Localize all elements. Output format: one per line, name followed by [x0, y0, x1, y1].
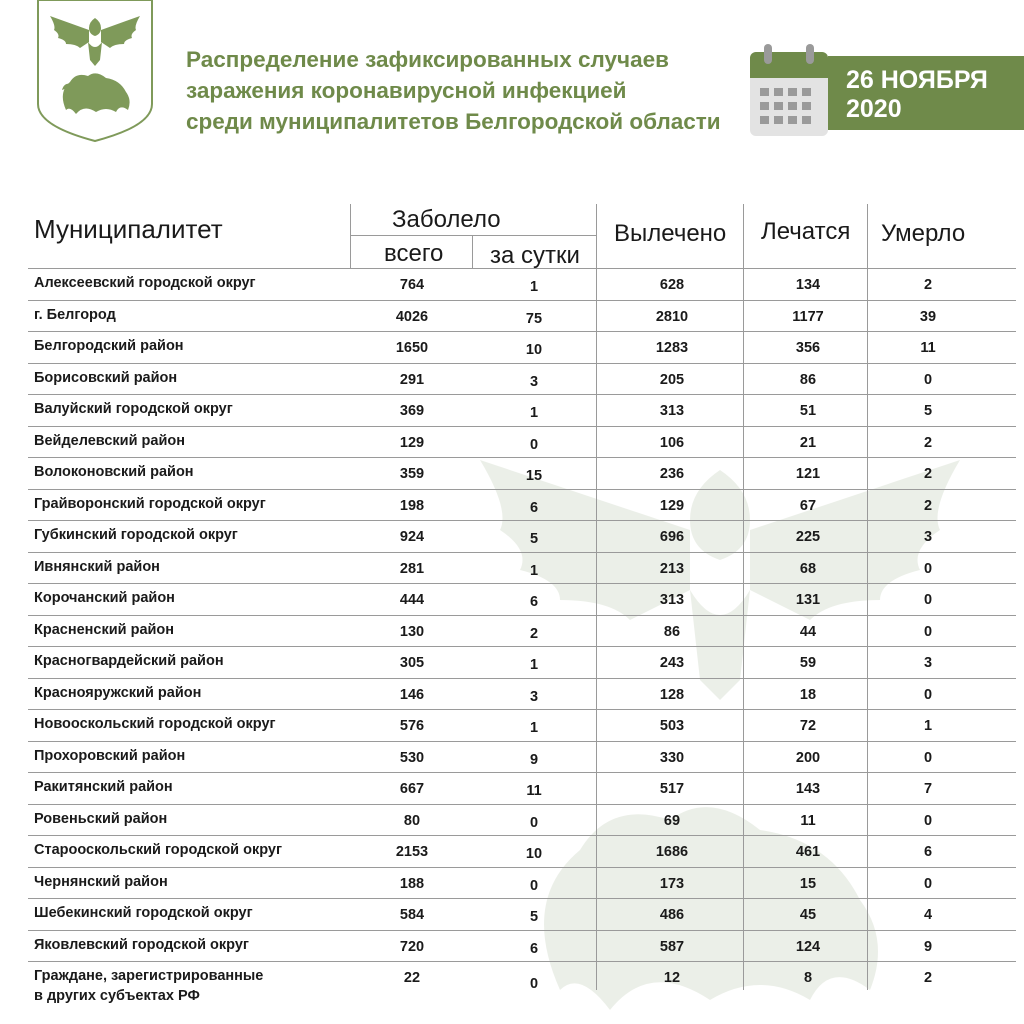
- row-name: Ровеньский район: [34, 810, 168, 827]
- cell-died: 1: [923, 718, 933, 734]
- row-name: Волоконовский район: [34, 464, 194, 480]
- cell-died: 2: [923, 466, 933, 482]
- cell-total: 4026: [395, 308, 429, 325]
- table-row: [28, 458, 1016, 490]
- cell-died: 0: [923, 812, 933, 829]
- cell-total: 129: [399, 434, 425, 451]
- table-row: [28, 710, 1016, 742]
- row-name: Ракитянский район: [34, 779, 173, 795]
- cell-day: 75: [525, 310, 543, 327]
- row-name: Чернянский район: [34, 873, 168, 890]
- table-row: [28, 773, 1016, 805]
- cell-total: 80: [403, 812, 421, 829]
- column-died: Умерло: [881, 220, 966, 247]
- table-row: [28, 332, 1016, 364]
- cell-treated: 134: [795, 277, 821, 293]
- cell-day: 1: [529, 405, 539, 421]
- table-row-other-regions: [28, 962, 1016, 1016]
- belgorod-crest-icon: [36, 0, 154, 142]
- cell-total: 130: [399, 623, 425, 640]
- cell-treated: 121: [795, 466, 821, 482]
- cell-day: 0: [529, 976, 539, 992]
- cell-treated: 59: [799, 655, 817, 671]
- calendar-icon: [746, 42, 832, 138]
- cell-died: 0: [923, 592, 933, 608]
- cell-total: 764: [399, 277, 425, 293]
- row-name: Шебекинский городской округ: [34, 905, 253, 921]
- row-name: Старооскольский городской округ: [34, 842, 283, 858]
- table-row: [28, 584, 1016, 616]
- cell-total: 22: [403, 970, 421, 986]
- cell-day: 1: [529, 657, 539, 673]
- cell-treated: 15: [799, 875, 817, 892]
- cell-day: 0: [529, 814, 539, 831]
- column-sick-total: всего: [384, 240, 444, 267]
- cell-recovered: 128: [659, 686, 685, 703]
- cell-day: 10: [525, 342, 543, 358]
- cell-day: 6: [529, 499, 539, 516]
- table-row: [28, 805, 1016, 837]
- table-row: [28, 836, 1016, 868]
- cell-recovered: 243: [659, 655, 685, 671]
- title-line: Распределение зафиксированных случаев: [186, 47, 669, 72]
- cell-treated: 143: [795, 781, 821, 797]
- cell-died: 2: [923, 277, 933, 293]
- cell-treated: 461: [795, 844, 821, 860]
- cell-recovered: 236: [659, 466, 685, 482]
- cell-day: 5: [529, 909, 539, 925]
- cell-day: 5: [529, 531, 539, 547]
- cell-treated: 67: [799, 497, 817, 514]
- row-name-line: в других субъектах РФ: [34, 988, 200, 1004]
- cell-died: 0: [923, 749, 933, 766]
- cell-total: 584: [399, 907, 425, 923]
- table-row: [28, 616, 1016, 648]
- cell-died: 0: [923, 875, 933, 892]
- row-name: Новооскольский городской округ: [34, 716, 276, 732]
- column-sick-group: Заболело: [392, 206, 501, 233]
- cell-total: 667: [399, 781, 425, 797]
- cell-day: 10: [525, 846, 543, 862]
- table-row: [28, 931, 1016, 963]
- cell-died: 4: [923, 907, 933, 923]
- cell-total: 444: [399, 592, 425, 608]
- cell-recovered: 330: [659, 749, 685, 766]
- cell-total: 359: [399, 466, 425, 482]
- table-row: [28, 395, 1016, 427]
- cell-day: 6: [529, 940, 539, 957]
- row-name: [34, 966, 263, 1006]
- cell-died: 3: [923, 529, 933, 545]
- row-name: Алексеевский городской округ: [34, 275, 256, 291]
- cell-treated: 86: [799, 371, 817, 388]
- cell-recovered: 696: [659, 529, 685, 545]
- table-row: [28, 490, 1016, 522]
- cell-recovered: 587: [659, 938, 685, 955]
- date-year: 2020: [846, 95, 902, 123]
- cell-recovered: 1283: [655, 340, 689, 356]
- cell-day: 2: [529, 625, 539, 642]
- cell-total: 2153: [395, 844, 429, 860]
- cell-died: 7: [923, 781, 933, 797]
- cell-recovered: 69: [663, 812, 681, 829]
- cell-day: 9: [529, 751, 539, 768]
- cell-day: 15: [525, 468, 543, 484]
- date-badge: [828, 56, 1024, 130]
- row-name: Краснояружский район: [34, 684, 202, 701]
- cell-died: 2: [923, 497, 933, 514]
- cases-table: [28, 204, 1016, 1016]
- cell-died: 6: [923, 844, 933, 860]
- cell-recovered: 106: [659, 434, 685, 451]
- row-name: Вейделевский район: [34, 432, 185, 449]
- cell-total: 924: [399, 529, 425, 545]
- cell-died: 5: [923, 403, 933, 419]
- table-row: [28, 553, 1016, 585]
- row-name: Корочанский район: [34, 590, 175, 606]
- cell-treated: 18: [799, 686, 817, 703]
- cell-day: 11: [526, 783, 542, 799]
- table-row: [28, 301, 1016, 333]
- column-sick-day: за сутки: [490, 242, 580, 269]
- cell-day: 0: [529, 877, 539, 894]
- row-name: Ивнянский район: [34, 558, 160, 575]
- table-row: [28, 364, 1016, 396]
- table-row: [28, 868, 1016, 900]
- cell-recovered: 503: [659, 718, 685, 734]
- row-name: Красногвардейский район: [34, 653, 224, 669]
- row-name: г. Белгород: [34, 306, 116, 323]
- table-row: [28, 742, 1016, 774]
- cell-recovered: 12: [663, 970, 681, 986]
- cell-total: 1650: [395, 340, 429, 356]
- cell-died: 3: [923, 655, 933, 671]
- row-name: Белгородский район: [34, 338, 184, 354]
- cell-day: 1: [529, 562, 539, 579]
- cell-day: 6: [529, 594, 539, 610]
- cell-treated: 356: [795, 340, 821, 356]
- cell-treated: 1177: [792, 308, 824, 325]
- cell-treated: 68: [799, 560, 817, 577]
- cell-recovered: 313: [659, 403, 685, 419]
- cell-recovered: 517: [659, 781, 685, 797]
- cell-treated: 8: [803, 970, 813, 986]
- cell-recovered: 628: [659, 277, 685, 293]
- row-name: Прохоровский район: [34, 747, 186, 764]
- column-treated: Лечатся: [761, 218, 851, 245]
- cell-recovered: 313: [659, 592, 685, 608]
- cell-died: 0: [923, 686, 933, 703]
- row-name: Валуйский городской округ: [34, 401, 233, 417]
- table-row: [28, 647, 1016, 679]
- row-name-line: Граждане, зарегистрированные: [34, 968, 264, 984]
- cell-treated: 131: [795, 592, 821, 608]
- cell-died: 11: [920, 340, 936, 356]
- row-name: Красненский район: [34, 621, 175, 638]
- table-header: [28, 204, 1016, 269]
- cell-total: 720: [399, 938, 425, 955]
- cell-died: 9: [923, 938, 933, 955]
- cell-day: 1: [529, 720, 539, 736]
- cell-treated: 11: [800, 812, 816, 829]
- cell-total: 146: [399, 686, 425, 703]
- cell-recovered: 2810: [655, 308, 689, 325]
- cell-treated: 124: [795, 938, 821, 955]
- cell-treated: 45: [799, 907, 817, 923]
- cell-total: 198: [399, 497, 425, 514]
- cell-total: 530: [399, 749, 425, 766]
- page-title: [186, 44, 746, 137]
- table-row: [28, 679, 1016, 711]
- cell-day: 0: [529, 436, 539, 453]
- table-row: [28, 899, 1016, 931]
- cell-total: 576: [399, 718, 425, 734]
- table-row: [28, 269, 1016, 301]
- cell-recovered: 213: [659, 560, 685, 577]
- cell-treated: 72: [799, 718, 817, 734]
- cell-total: 291: [399, 371, 425, 388]
- cell-day: 3: [529, 373, 539, 390]
- cell-treated: 21: [799, 434, 817, 451]
- title-line: среди муниципалитетов Белгородской области: [186, 109, 721, 134]
- cell-day: 1: [529, 279, 539, 295]
- column-municipality: Муниципалитет: [34, 214, 223, 244]
- cell-recovered: 205: [659, 371, 685, 388]
- cell-total: 305: [399, 655, 425, 671]
- cell-recovered: 486: [659, 907, 685, 923]
- cell-treated: 44: [799, 623, 817, 640]
- title-line: заражения коронавирусной инфекцией: [186, 78, 627, 103]
- cell-day: 3: [529, 688, 539, 705]
- cell-total: 188: [399, 875, 425, 892]
- row-name: Грайворонский городской округ: [34, 495, 266, 512]
- column-recovered: Вылечено: [614, 220, 727, 247]
- cell-died: 2: [923, 970, 933, 986]
- cell-died: 39: [919, 308, 937, 325]
- cell-recovered: 129: [659, 497, 685, 514]
- table-row: [28, 427, 1016, 459]
- cell-recovered: 173: [659, 875, 685, 892]
- cell-died: 0: [923, 560, 933, 577]
- cell-died: 0: [923, 371, 933, 388]
- cell-recovered: 1686: [655, 844, 689, 860]
- date-day-month: 26 НОЯБРЯ: [846, 66, 988, 94]
- row-name: Борисовский район: [34, 369, 178, 386]
- table-row: [28, 521, 1016, 553]
- cell-died: 2: [923, 434, 933, 451]
- row-name: Яковлевский городской округ: [34, 936, 249, 953]
- row-name: Губкинский городской округ: [34, 527, 238, 543]
- cell-treated: 51: [799, 403, 817, 419]
- cell-treated: 200: [795, 749, 821, 766]
- cell-treated: 225: [795, 529, 821, 545]
- cell-total: 281: [399, 560, 425, 577]
- cell-total: 369: [399, 403, 425, 419]
- cell-recovered: 86: [663, 623, 681, 640]
- cell-died: 0: [923, 623, 933, 640]
